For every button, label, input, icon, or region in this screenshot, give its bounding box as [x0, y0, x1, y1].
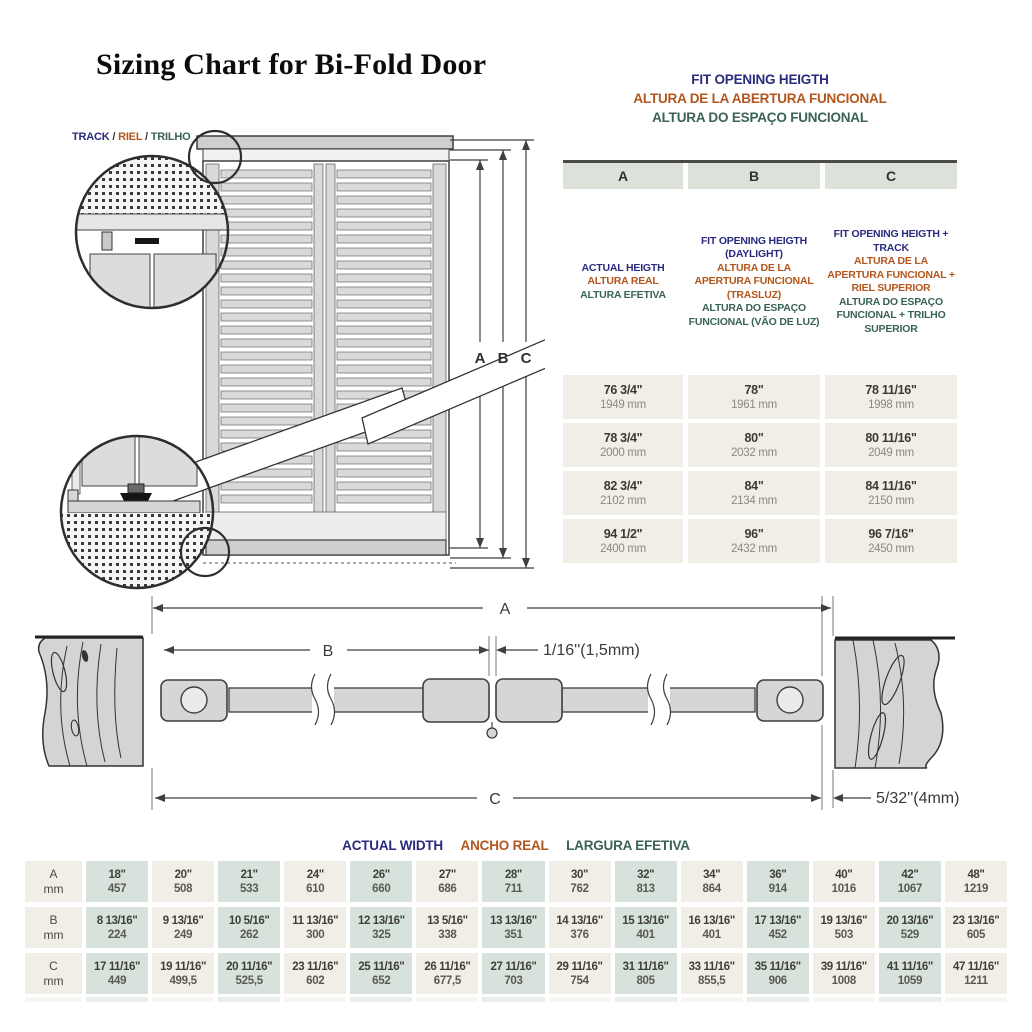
width-value-cell: 20 13/16" 529	[879, 907, 941, 948]
clipped-cell	[747, 997, 809, 1002]
width-value-cell: 18" 457	[86, 861, 148, 902]
door-dim-a-label: A	[474, 350, 486, 367]
desc-b-en: FIT OPENING HEIGTH (DAYLIGHT)	[700, 234, 808, 261]
width-value-cell: 17 13/16" 452	[747, 907, 809, 948]
clipped-partial-row	[25, 997, 1007, 1002]
clipped-cell	[482, 997, 544, 1002]
width-value-cell: 9 13/16" 249	[152, 907, 214, 948]
height-value-cell: 78 11/16" 1998 mm	[825, 375, 957, 419]
width-value-cell: 42" 1067	[879, 861, 941, 902]
desc-b-es: ALTURA DE LA APERTURA FUNCIONAL (TRASLUZ)	[694, 261, 814, 301]
width-value-cell: 32" 813	[615, 861, 677, 902]
clipped-cell	[945, 997, 1007, 1002]
page-title: Sizing Chart for Bi-Fold Door	[96, 48, 487, 81]
width-value-cell: 28" 711	[482, 861, 544, 902]
height-desc-b	[688, 193, 820, 371]
width-value-cell: 41 11/16" 1059	[879, 953, 941, 994]
dim-b	[164, 642, 640, 660]
width-value-cell: 17 11/16" 449	[86, 953, 148, 994]
height-value-cell: 76 3/4" 1949 mm	[563, 375, 683, 419]
width-value-cell: 24" 610	[284, 861, 346, 902]
width-value-cell: 20" 508	[152, 861, 214, 902]
height-col-c: C	[825, 163, 957, 189]
height-table-heading	[563, 70, 957, 127]
width-value-cell: 26" 660	[350, 861, 412, 902]
clipped-cell	[813, 997, 875, 1002]
track-center-bracket-right	[496, 679, 562, 722]
height-col-a: A	[563, 163, 683, 189]
door-right-stile	[433, 164, 446, 552]
clipped-cell	[416, 997, 478, 1002]
width-value-cell: 23 13/16" 605	[945, 907, 1007, 948]
track-label-pt: TRILHO	[150, 131, 191, 143]
width-value-cell: 11 13/16" 300	[284, 907, 346, 948]
width-value-cell: 29 11/16" 754	[549, 953, 611, 994]
clipped-cell	[152, 997, 214, 1002]
height-value-cell: 96" 2432 mm	[688, 519, 820, 563]
height-table-data-rows	[563, 375, 957, 563]
door-bottom-rail	[206, 512, 446, 540]
track-separator: /	[142, 131, 151, 143]
dim-c	[155, 790, 959, 808]
height-table	[563, 70, 957, 563]
track-separator: /	[109, 131, 119, 143]
side-clearance-label: 5/32''(4mm)	[876, 790, 960, 807]
width-value-cell: 10 5/16" 262	[218, 907, 280, 948]
door-dim-c-label: C	[520, 350, 532, 367]
width-heading-en: ACTUAL WIDTH	[342, 838, 443, 853]
height-value-cell: 78" 1961 mm	[688, 375, 820, 419]
track-bar	[161, 674, 823, 738]
width-value-cell: 35 11/16" 906	[747, 953, 809, 994]
width-row-label: C mm	[25, 953, 82, 994]
clipped-cell	[25, 997, 82, 1002]
height-desc-a	[563, 193, 683, 371]
height-desc-c	[825, 193, 957, 371]
width-value-cell: 13 5/16" 338	[416, 907, 478, 948]
dim-c-label: C	[489, 791, 501, 808]
clipped-cell	[879, 997, 941, 1002]
height-value-cell: 80" 2032 mm	[688, 423, 820, 467]
width-value-cell: 34" 864	[681, 861, 743, 902]
dim-a-label: A	[499, 601, 511, 618]
width-value-cell: 15 13/16" 401	[615, 907, 677, 948]
desc-a-es: ALTURA REAL	[587, 275, 659, 288]
width-value-cell: 8 13/16" 224	[86, 907, 148, 948]
clipped-cell	[284, 997, 346, 1002]
clipped-cell	[218, 997, 280, 1002]
desc-c-en: FIT OPENING HEIGTH + TRACK	[833, 228, 949, 254]
track-label-es: RIEL	[118, 131, 143, 143]
width-value-cell: 39 11/16" 1008	[813, 953, 875, 994]
door-bottom-bar	[206, 540, 446, 555]
door-center-stile	[314, 164, 323, 552]
width-value-cell: 33 11/16" 855,5	[681, 953, 743, 994]
height-table-header-row	[563, 160, 957, 189]
clipped-cell	[615, 997, 677, 1002]
width-value-cell: 40" 1016	[813, 861, 875, 902]
center-hook	[487, 728, 497, 738]
height-value-cell: 84" 2134 mm	[688, 471, 820, 515]
height-value-cell: 80 11/16" 2049 mm	[825, 423, 957, 467]
width-value-cell: 36" 914	[747, 861, 809, 902]
desc-c-pt: ALTURA DO ESPAÇO FUNCIONAL + TRILHO SUPERIOR	[836, 295, 946, 335]
desc-a-en: ACTUAL HEIGTH	[581, 261, 665, 274]
width-heading-pt: LARGURA EFETIVA	[566, 838, 690, 853]
clipped-cell	[86, 997, 148, 1002]
desc-b-pt: ALTURA DO ESPAÇO FUNCIONAL (VÃO DE LUZ)	[688, 302, 820, 328]
door-diagram	[30, 120, 545, 590]
height-value-cell: 96 7/16" 2450 mm	[825, 519, 957, 563]
width-value-cell: 23 11/16" 602	[284, 953, 346, 994]
door-dim-b-label: B	[497, 350, 509, 367]
width-value-cell: 31 11/16" 805	[615, 953, 677, 994]
track-center-bracket-left	[423, 679, 489, 722]
height-value-cell: 82 3/4" 2102 mm	[563, 471, 683, 515]
width-value-cell: 20 11/16" 525,5	[218, 953, 280, 994]
dim-a	[153, 601, 831, 618]
width-value-cell: 21" 533	[218, 861, 280, 902]
width-value-cell: 30" 762	[549, 861, 611, 902]
width-value-cell: 48" 1219	[945, 861, 1007, 902]
desc-a-pt: ALTURA EFETIVA	[580, 288, 666, 301]
clipped-cell	[549, 997, 611, 1002]
width-table-heading	[25, 838, 1007, 853]
track-width-diagram	[15, 588, 1025, 832]
width-value-cell: 47 11/16" 1211	[945, 953, 1007, 994]
dim-b-label: B	[322, 643, 334, 660]
width-heading-es: ANCHO REAL	[460, 838, 549, 853]
height-heading-es: ALTURA DE LA ABERTURA FUNCIONAL	[633, 91, 887, 106]
height-heading-pt: ALTURA DO ESPAÇO FUNCIONAL	[652, 110, 868, 125]
width-value-cell: 19 11/16" 499,5	[152, 953, 214, 994]
height-col-b: B	[688, 163, 820, 189]
height-table-description-row	[563, 193, 957, 371]
width-value-cell: 13 13/16" 351	[482, 907, 544, 948]
width-value-cell: 26 11/16" 677,5	[416, 953, 478, 994]
width-value-cell: 27 11/16" 703	[482, 953, 544, 994]
track-label-en: TRACK	[72, 131, 110, 143]
width-value-cell: 12 13/16" 325	[350, 907, 412, 948]
left-wood-post	[35, 637, 143, 766]
width-table-grid	[25, 861, 1007, 994]
right-wood-post	[835, 638, 955, 768]
width-row-label: A mm	[25, 861, 82, 902]
door-center-stile	[326, 164, 335, 552]
height-heading-en: FIT OPENING HEIGTH	[691, 72, 829, 87]
height-value-cell: 94 1/2" 2400 mm	[563, 519, 683, 563]
desc-c-es: ALTURA DE LA APERTURA FUNCIONAL + RIEL SUPERIOR	[827, 255, 955, 294]
width-value-cell: 25 11/16" 652	[350, 953, 412, 994]
width-value-cell: 27" 686	[416, 861, 478, 902]
clipped-cell	[681, 997, 743, 1002]
width-table	[25, 838, 1007, 994]
width-value-cell: 14 13/16" 376	[549, 907, 611, 948]
width-value-cell: 19 13/16" 503	[813, 907, 875, 948]
height-value-cell: 84 11/16" 2150 mm	[825, 471, 957, 515]
width-row-label: B mm	[25, 907, 82, 948]
width-value-cell: 16 13/16" 401	[681, 907, 743, 948]
gap-dimension-label: 1/16''(1,5mm)	[543, 642, 640, 659]
clipped-cell	[350, 997, 412, 1002]
height-value-cell: 78 3/4" 2000 mm	[563, 423, 683, 467]
